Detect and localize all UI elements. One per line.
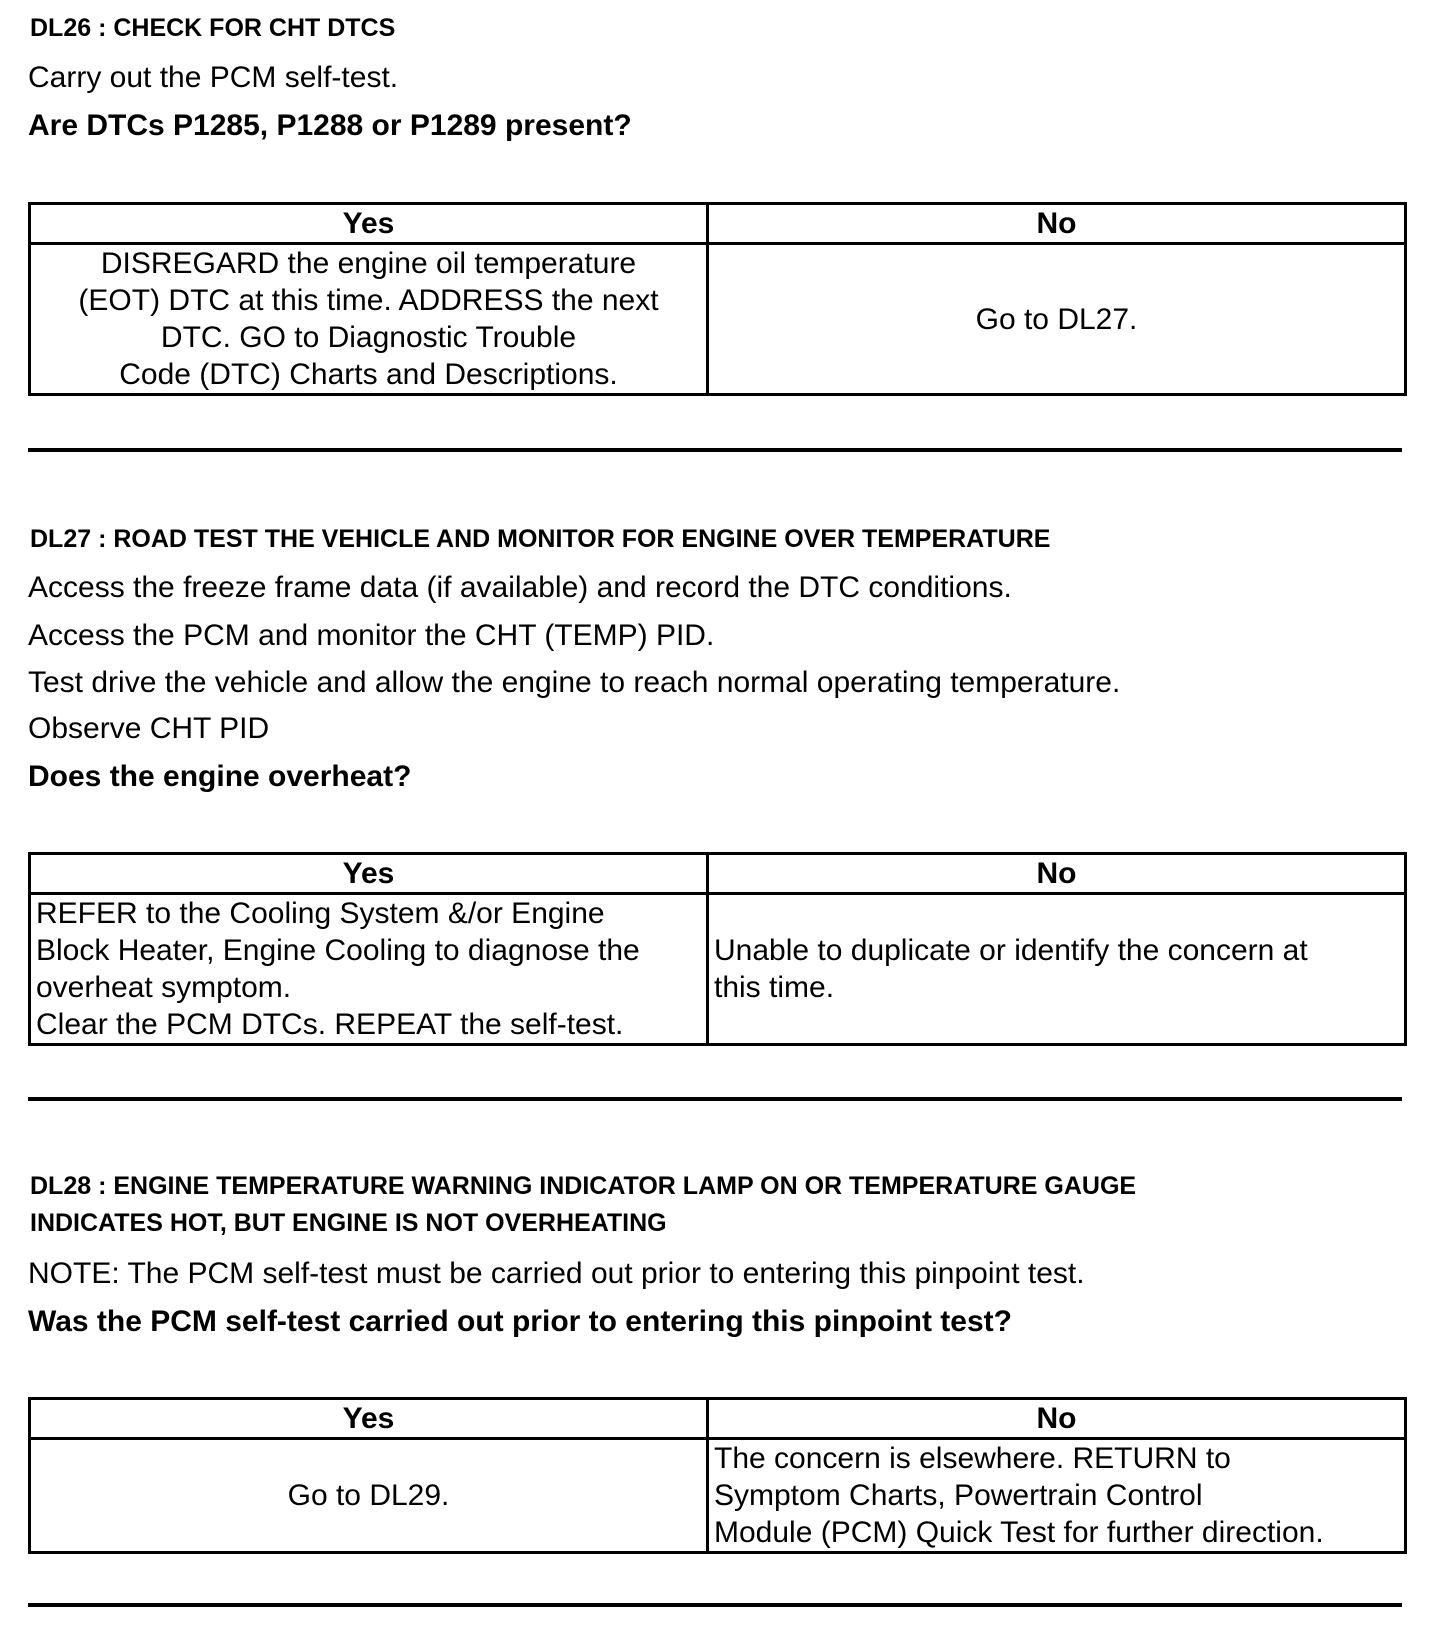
yes-header: Yes — [30, 204, 708, 244]
section-heading: DL27 : ROAD TEST THE VEHICLE AND MONITOR FOR ENGINE OVER TEMPERATURE — [30, 525, 1051, 553]
no-cell-line: Symptom Charts, Powertrain Control — [714, 1479, 1203, 1512]
yes-header: Yes — [30, 1399, 708, 1439]
no-header: No — [708, 204, 1406, 244]
section-question: Are DTCs P1285, P1288 or P1289 present? — [28, 109, 632, 142]
no-cell-line: Go to DL27. — [975, 302, 1138, 336]
instruction-line: NOTE: The PCM self-test must be carried out prior to entering this pinpoint test. — [28, 1257, 1085, 1290]
yes-cell — [30, 1439, 708, 1553]
yes-cell-line: Block Heater, Engine Cooling to diagnose the — [36, 934, 640, 967]
no-cell — [708, 894, 1406, 1045]
no-cell-line: this time. — [714, 971, 835, 1004]
section-divider — [28, 448, 1402, 452]
yes-cell — [30, 894, 708, 1045]
instruction-line: Observe CHT PID — [28, 712, 270, 745]
section-divider — [28, 1603, 1402, 1607]
section-question: Does the engine overheat? — [28, 760, 412, 793]
no-cell-line: Module (PCM) Quick Test for further direction. — [714, 1516, 1324, 1549]
no-cell — [708, 1439, 1406, 1553]
no-cell-line: Unable to duplicate or identify the concern at — [714, 934, 1308, 967]
instruction-line: Access the freeze frame data (if available) and record the DTC conditions. — [28, 571, 1012, 604]
yes-cell-line: overheat symptom. — [36, 971, 292, 1004]
no-header: No — [708, 854, 1406, 894]
yes-cell-line: Code (DTC) Charts and Descriptions. — [119, 358, 618, 391]
yes-no-table — [28, 202, 1407, 396]
instruction-line: Carry out the PCM self-test. — [28, 61, 399, 94]
no-cell — [708, 244, 1406, 395]
yes-cell-line: REFER to the Cooling System &/or Engine — [36, 897, 605, 930]
section-heading: DL26 : CHECK FOR CHT DTCS — [30, 14, 396, 42]
section-heading: DL28 : ENGINE TEMPERATURE WARNING INDICATOR LAMP ON OR TEMPERATURE GAUGE — [30, 1172, 1137, 1200]
yes-cell-line: Go to DL29. — [287, 1479, 450, 1512]
yes-cell-line: Clear the PCM DTCs. REPEAT the self-test. — [36, 1008, 624, 1041]
no-cell-line: The concern is elsewhere. RETURN to — [714, 1442, 1231, 1475]
yes-cell-line: DISREGARD the engine oil temperature — [100, 247, 637, 280]
yes-no-table — [28, 852, 1407, 1046]
instruction-line: Test drive the vehicle and allow the engine to reach normal operating temperature. — [28, 666, 1121, 699]
yes-header: Yes — [30, 854, 708, 894]
yes-cell-line: (EOT) DTC at this time. ADDRESS the next — [78, 284, 659, 317]
instruction-line: Access the PCM and monitor the CHT (TEMP) PID. — [28, 619, 715, 652]
section-heading: INDICATES HOT, BUT ENGINE IS NOT OVERHEATING — [30, 1209, 667, 1237]
section-divider — [28, 1097, 1402, 1101]
no-header: No — [708, 1399, 1406, 1439]
section-question: Was the PCM self-test carried out prior to entering this pinpoint test? — [28, 1305, 1012, 1338]
yes-no-table — [28, 1397, 1407, 1554]
yes-cell — [30, 244, 708, 395]
yes-cell-line: DTC. GO to Diagnostic Trouble — [160, 321, 577, 354]
